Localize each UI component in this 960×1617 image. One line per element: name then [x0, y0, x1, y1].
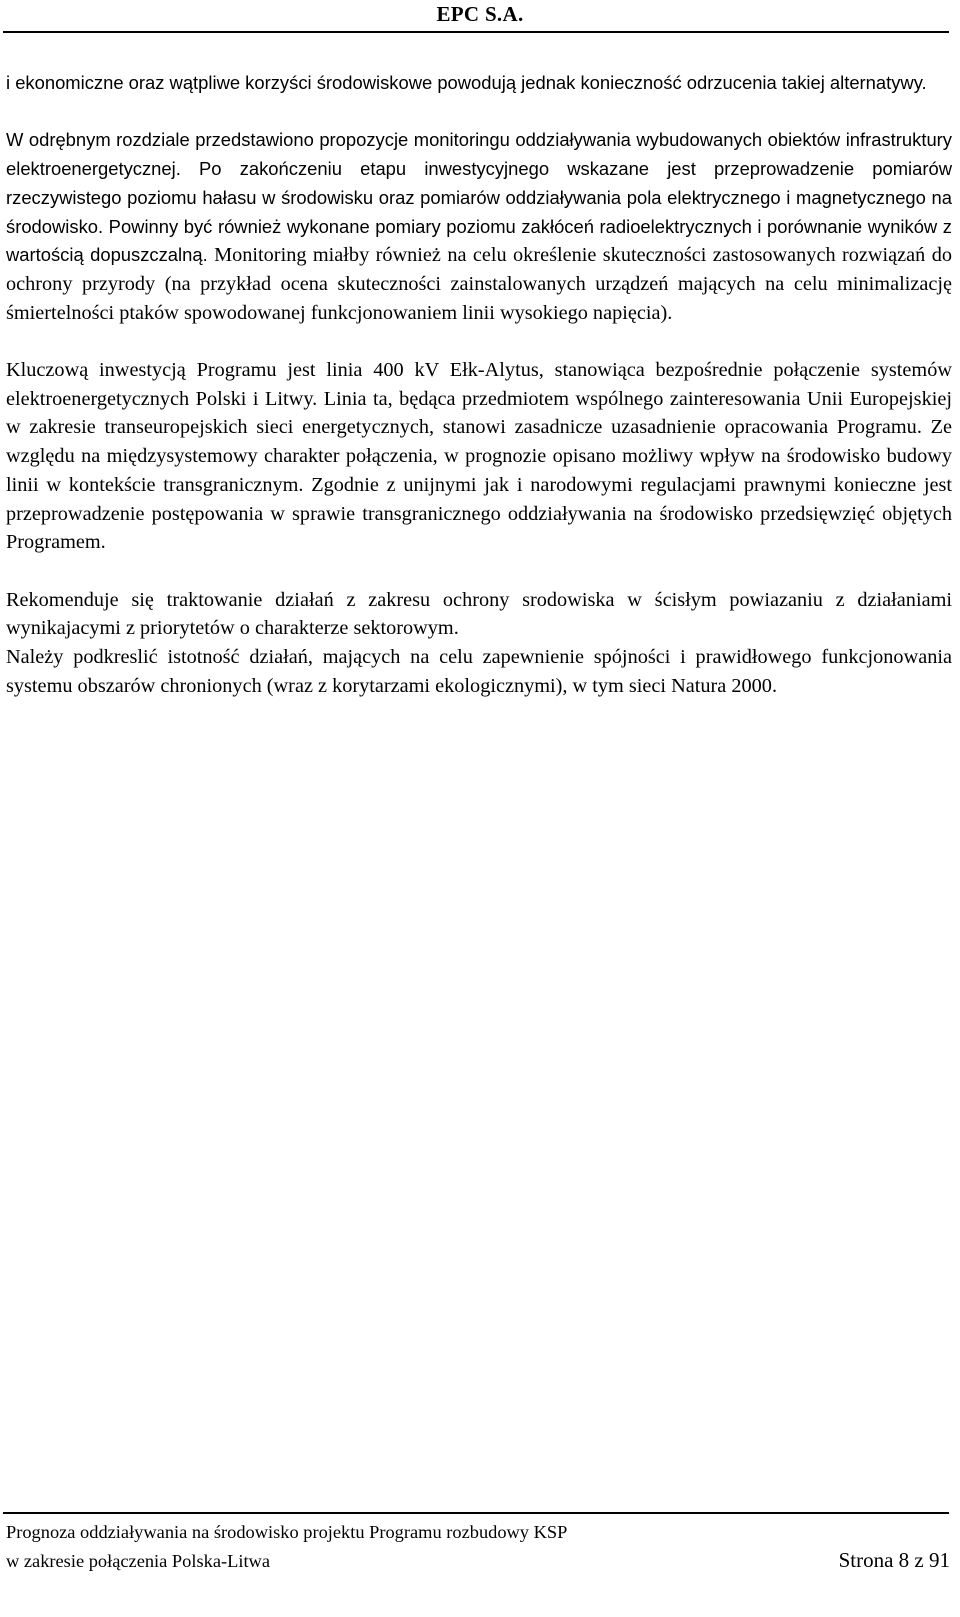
paragraph-recommendation [6, 586, 952, 643]
paragraph-gap [6, 327, 952, 356]
footer-title-line2: w zakresie połączenia Polska-Litwa [6, 1551, 270, 1571]
paragraph-gap [6, 98, 952, 127]
company-name: EPC S.A. [436, 2, 524, 26]
paragraph-natura-text: Należy podkreslić istotność działań, mających na celu zapewnienie spójności i prawidłowego funkcjonowania systemu obszarów chronionych (wraz z korytarzami ekologicznymi), w tym sieci Natura 2000. [6, 646, 952, 697]
footer-row [6, 1546, 950, 1575]
paragraph-alternatives-text: i ekonomiczne oraz wątpliwe korzyści środowiskowe powodują jednak konieczność odrzucenia takiej alternatywy. [6, 72, 927, 93]
page-footer [6, 1518, 950, 1575]
paragraph-key-investment-text: Kluczową inwestycją Programu jest linia 400 kV Ełk-Alytus, stanowiąca bezpośrednie połączenie systemów elektroenergetycznych Polski i Litwy. Linia ta, będąca przedmiotem wspólnego zainteresowania Unii Europejskiej w zakresie transeuropejskich sieci energetycznych, stanowi zasadnicze uzasadnienie opracowania Programu. Ze względu na międzysystemowy charakter połączenia, w prognozie opisano możliwy wpływ na środowisko budowy linii w kontekście transgranicznym. Zgodnie z unijnymi jak i narodowymi regulacjami prawnymi konieczne jest przeprowadzenie postępowania w sprawie transgranicznego oddziaływania na środowisko przedsięwzięć objętych Programem. [6, 359, 952, 554]
paragraph-alternatives [6, 69, 952, 98]
page-number: Strona 8 z 91 [838, 1548, 950, 1572]
page-header [0, 2, 960, 27]
footer-rule [3, 1512, 949, 1514]
paragraph-key-investment [6, 356, 952, 557]
paragraph-monitoring [6, 126, 952, 327]
header-rule [3, 31, 949, 33]
paragraph-recommendation-text: Rekomenduje się traktowanie działań z zakresu ochrony srodowiska w ścisłym powiazaniu z działaniami wynikajacymi z priorytetów o charakterze sektorowym. [6, 588, 952, 640]
paragraph-monitoring-text-a: W odrębnym rozdziale przedstawiono propozycje monitoringu oddziaływania wybudowanych obiektów infrastruktury elektroenergetycznej. Po zakończeniu etapu inwestycyjnego wskazane jest przeprowadzenie pomiarów rzeczywistego poziomu hałasu w środowisku oraz pomiarów oddziaływania pola elektrycznego i magnetycznego na środowisko. Powinny być również wykonane pomiary poziomu zakłóceń radioelektrycznych i porównanie wyników z wartością dopuszczalną. [6, 129, 952, 266]
paragraph-monitoring-text-b: Monitoring miałby również na celu określenie skuteczności zastosowanych rozwiązań do ochrony przyrody (na przykład ocena skuteczności zainstalowanych urządzeń mających na celu minimalizację śmiertelności ptaków spowodowanej funkcjonowaniem linii wysokiego napięcia). [6, 244, 952, 324]
footer-title-line1: Prognoza oddziaływania na środowisko projektu Programu rozbudowy KSP [6, 1522, 568, 1542]
document-body [6, 69, 952, 700]
paragraph-natura [6, 643, 952, 700]
paragraph-gap [6, 557, 952, 586]
